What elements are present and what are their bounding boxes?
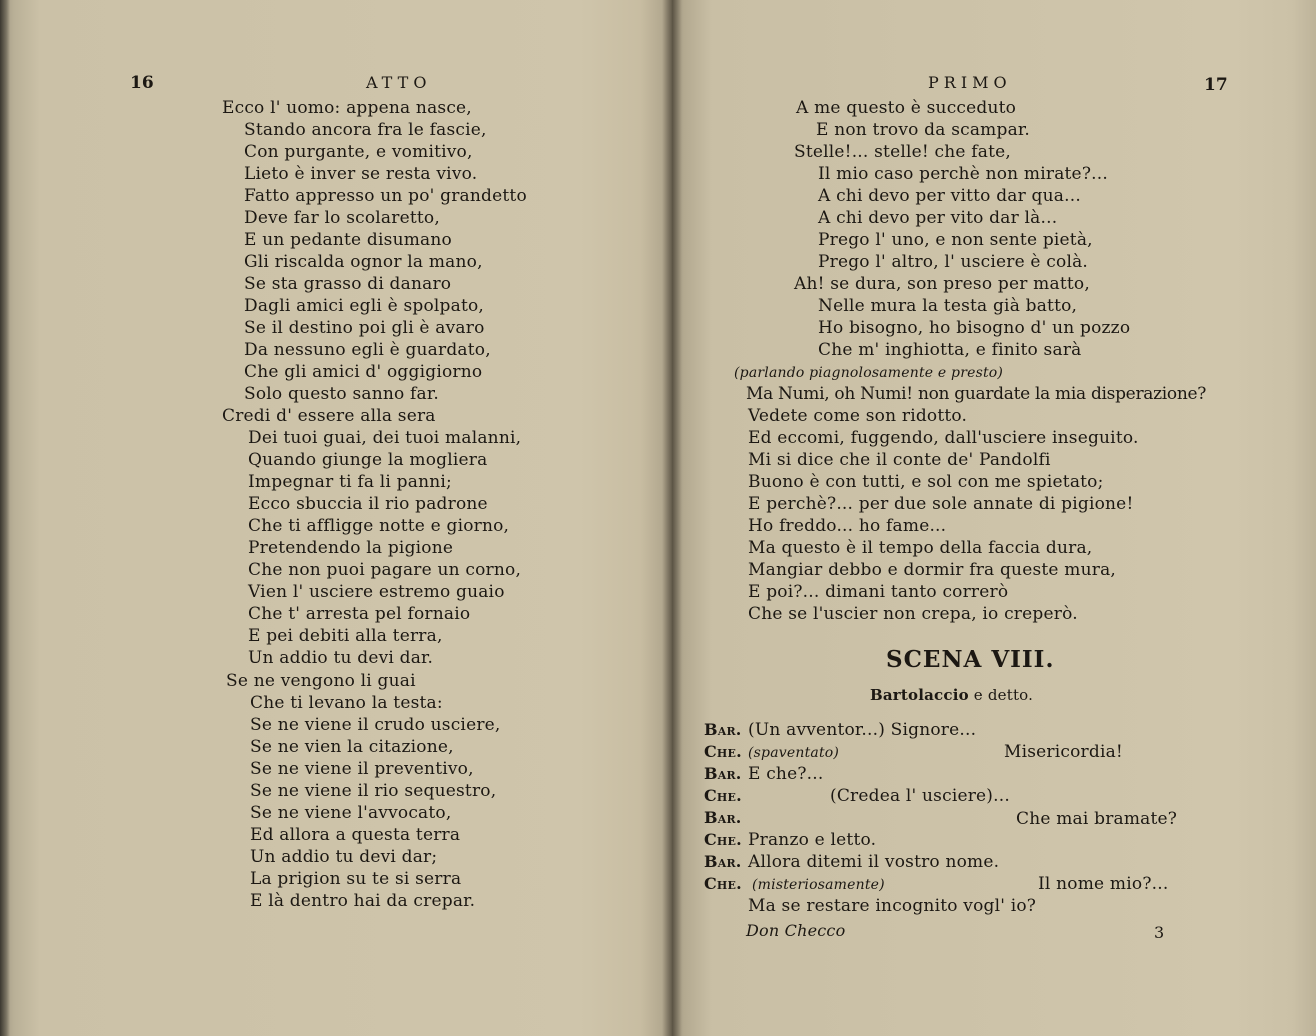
verse-line: Prego l' uno, e non sente pietà,: [818, 230, 1093, 250]
dialogue-text: Allora ditemi il vostro nome.: [748, 852, 1000, 872]
verse-line: Se il destino poi gli è avaro: [244, 318, 485, 338]
book-gutter: [662, 0, 682, 1036]
verse-line: Vien l' usciere estremo guaio: [248, 582, 505, 602]
signature-mark: 3: [1154, 923, 1165, 942]
prose-line: Buono è con tutti, e sol con me spietato;: [748, 472, 1104, 492]
character-name: Bartolaccio: [870, 686, 969, 704]
verse-line: Un addio tu devi dar.: [248, 648, 434, 668]
verse-line: Il mio caso perchè non mirate?...: [818, 164, 1108, 184]
prose-line: E perchè?... per due sole annate di pigione!: [748, 494, 1134, 514]
verse-line: Che non puoi pagare un corno,: [248, 560, 522, 580]
left-page-number: 16: [130, 73, 154, 93]
verse-line: Quando giunge la mogliera: [248, 450, 488, 470]
speaker-label: Bar.: [704, 808, 742, 827]
verse-line: Impegnar ti fa li panni;: [248, 472, 452, 492]
verse-line: Solo questo sanno far.: [244, 384, 439, 404]
verse-line: Gli riscalda ognor la mano,: [244, 252, 483, 272]
dialogue-text: Che mai bramate?: [1016, 809, 1178, 829]
verse-line: E pei debiti alla terra,: [248, 626, 443, 646]
verse-line: Che ti levano la testa:: [250, 693, 443, 713]
verse-line: Un addio tu devi dar;: [250, 847, 438, 867]
verse-line: Pretendendo la pigione: [248, 538, 454, 558]
dialogue-text: Ma se restare incognito vogl' io?: [748, 896, 1037, 916]
verse-line: Nelle mura la testa già batto,: [818, 296, 1078, 316]
verse-line: Prego l' altro, l' usciere è colà.: [818, 252, 1089, 272]
verse-line: Stelle!... stelle! che fate,: [794, 142, 1011, 162]
verse-line: Se ne vengono li guai: [226, 671, 416, 691]
speaker-label: Che.: [704, 742, 742, 761]
verse-line: La prigion su te si serra: [250, 869, 462, 889]
stage-direction: (parlando piagnolosamente e presto): [734, 365, 1004, 381]
speaker-label: Che.: [704, 874, 742, 893]
page-edge-shadow: [0, 0, 10, 1036]
verse-line: Se ne viene il rio sequestro,: [250, 781, 497, 801]
prose-line: Ma Numi, oh Numi! non guardate la mia disperazione?: [746, 384, 1207, 404]
footer-title: Don Checco: [746, 921, 846, 940]
verse-line: Che t' arresta pel fornaio: [248, 604, 471, 624]
dialogue-text: Pranzo e letto.: [748, 830, 877, 850]
verse-line: Con purgante, e vomitivo,: [244, 142, 473, 162]
dialogue-direction: (spaventato): [748, 745, 840, 761]
prose-line: Mi si dice che il conte de' Pandolfi: [748, 450, 1051, 470]
dialogue-text: (Credea l' usciere)...: [830, 786, 1010, 806]
prose-line: Mangiar debbo e dormir fra queste mura,: [748, 560, 1117, 580]
verse-line: Ecco sbuccia il rio padrone: [248, 494, 488, 514]
verse-line: Se sta grasso di danaro: [244, 274, 452, 294]
verse-line: Credi d' essere alla sera: [222, 406, 436, 426]
right-page-number: 17: [1204, 75, 1228, 95]
prose-line: Ho freddo... ho fame...: [748, 516, 947, 536]
verse-line: E non trovo da scampar.: [816, 120, 1030, 140]
speaker-label: Bar.: [704, 720, 742, 739]
speaker-label: Che.: [704, 786, 742, 805]
verse-line: E un pedante disumano: [244, 230, 452, 250]
verse-line: Ecco l' uomo: appena nasce,: [222, 98, 472, 118]
verse-line: Se ne viene l'avvocato,: [250, 803, 452, 823]
verse-line: Da nessuno egli è guardato,: [244, 340, 491, 360]
right-running-header: PRIMO: [928, 73, 1012, 92]
verse-line: Ed allora a questa terra: [250, 825, 461, 845]
verse-line: Stando ancora fra le fascie,: [244, 120, 487, 140]
speaker-label: Bar.: [704, 764, 742, 783]
verse-line: Che gli amici d' oggigiorno: [244, 362, 483, 382]
speaker-label: Bar.: [704, 852, 742, 871]
scene-title: SCENA VIII.: [886, 646, 1055, 673]
prose-line: Ed eccomi, fuggendo, dall'usciere inseguito.: [748, 428, 1139, 448]
character-rest: e detto.: [968, 686, 1034, 704]
verse-line: Che m' inghiotta, e finito sarà: [818, 340, 1082, 360]
verse-line: Ho bisogno, ho bisogno d' un pozzo: [818, 318, 1131, 338]
prose-line: Che se l'uscier non crepa, io creperò.: [748, 604, 1078, 624]
verse-line: A me questo è succeduto: [796, 98, 1017, 118]
verse-line: Se ne vien la citazione,: [250, 737, 454, 757]
dialogue-direction: (misteriosamente): [752, 877, 885, 893]
dialogue-text: Il nome mio?...: [1038, 874, 1169, 894]
verse-line: A chi devo per vito dar là...: [818, 208, 1058, 228]
verse-line: Se ne viene il crudo usciere,: [250, 715, 501, 735]
dialogue-text: E che?...: [748, 764, 824, 784]
prose-line: E poi?... dimani tanto correrò: [748, 582, 1009, 602]
speaker-label: Che.: [704, 830, 742, 849]
verse-line: E là dentro hai da crepar.: [250, 891, 476, 911]
verse-line: Dei tuoi guai, dei tuoi malanni,: [248, 428, 522, 448]
dialogue-text: (Un avventor...) Signore...: [748, 720, 977, 740]
verse-line: Fatto appresso un po' grandetto: [244, 186, 527, 206]
right-page: [672, 0, 1316, 1036]
verse-line: Se ne viene il preventivo,: [250, 759, 474, 779]
verse-line: Ah! se dura, son preso per matto,: [794, 274, 1090, 294]
scene-characters: [870, 684, 1033, 706]
dialogue-text: Misericordia!: [1004, 742, 1123, 762]
verse-line: Deve far lo scolaretto,: [244, 208, 440, 228]
left-running-header: ATTO: [366, 73, 432, 92]
prose-line: Ma questo è il tempo della faccia dura,: [748, 538, 1093, 558]
verse-line: Lieto è inver se resta vivo.: [244, 164, 478, 184]
verse-line: A chi devo per vitto dar qua...: [818, 186, 1081, 206]
verse-line: Che ti affligge notte e giorno,: [248, 516, 510, 536]
prose-line: Vedete come son ridotto.: [748, 406, 968, 426]
verse-line: Dagli amici egli è spolpato,: [244, 296, 485, 316]
